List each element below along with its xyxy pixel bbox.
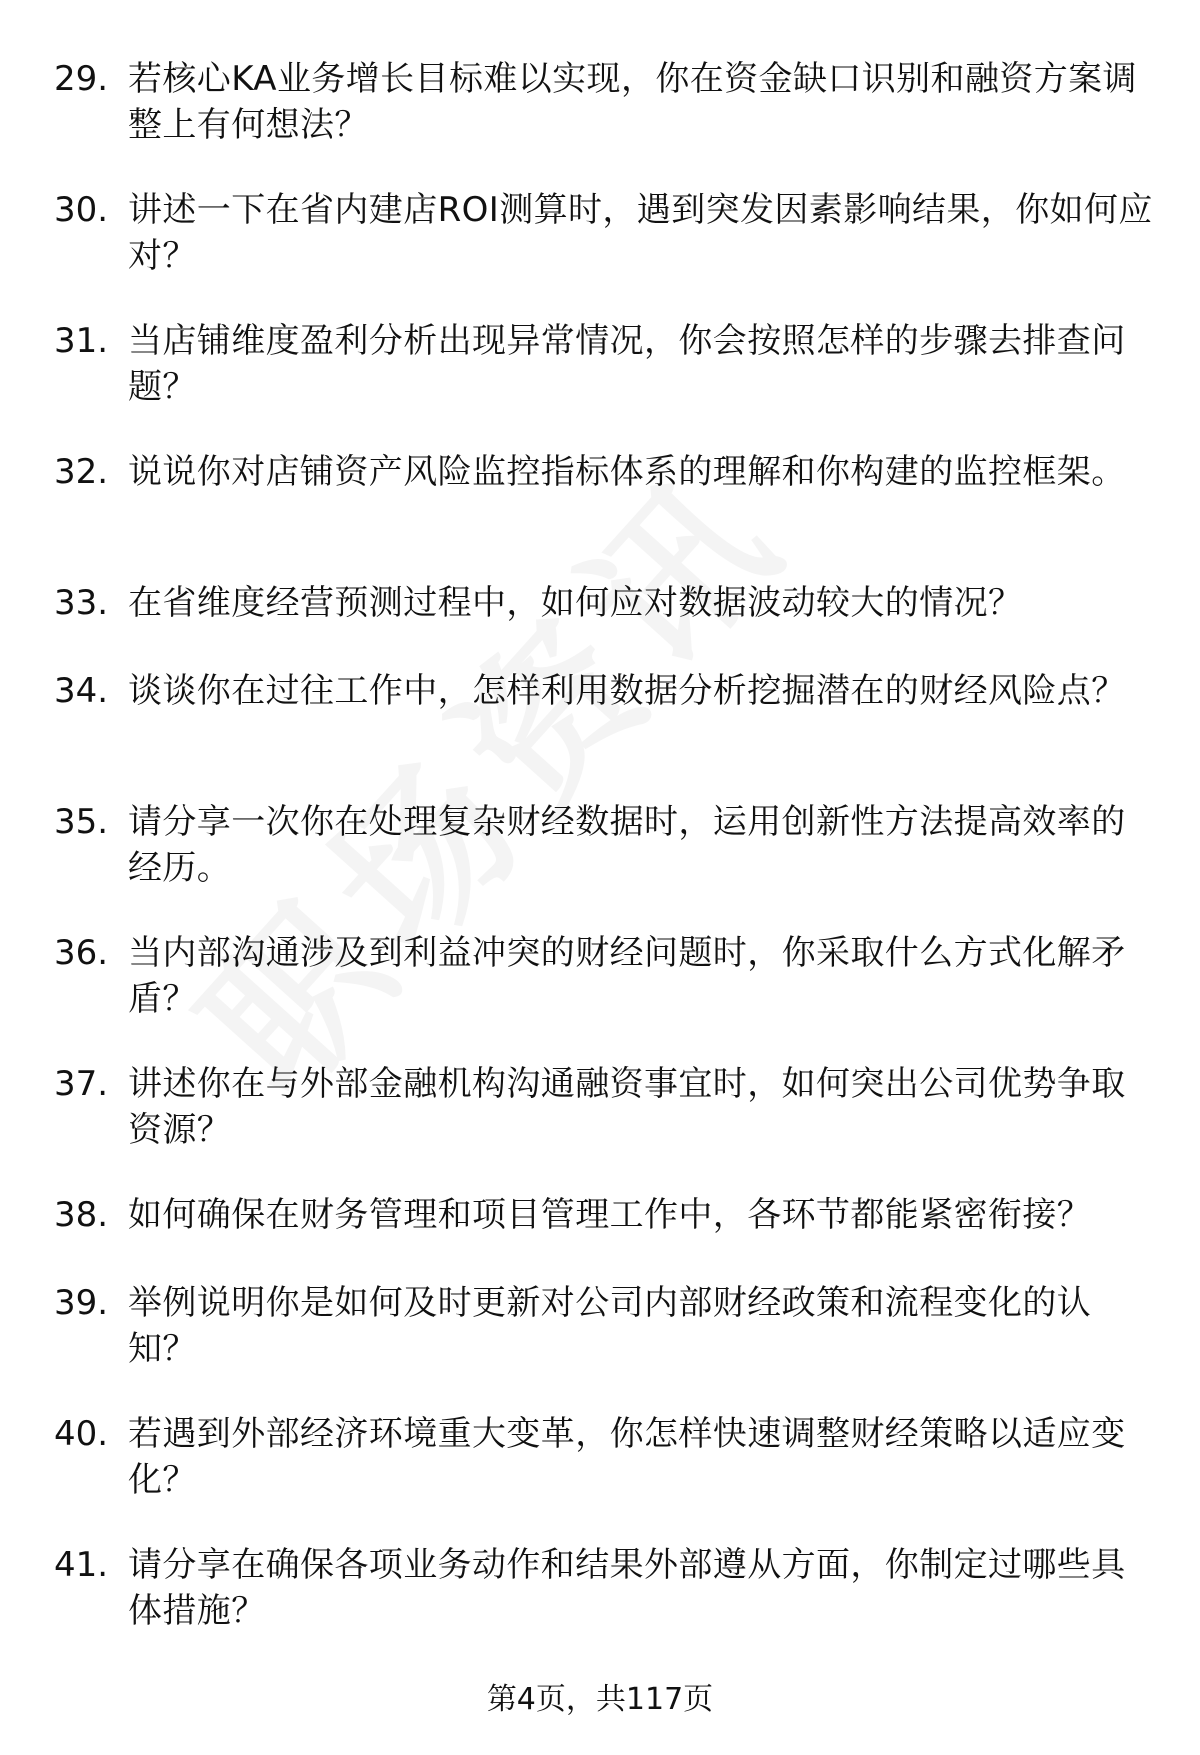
question-number: 34. xyxy=(54,671,109,711)
list-item xyxy=(0,930,1200,1061)
list-item xyxy=(0,1542,1200,1673)
question-number: 35. xyxy=(54,802,109,842)
list-item xyxy=(0,1192,1200,1280)
list-item xyxy=(0,1061,1200,1192)
question-text: 讲述你在与外部金融机构沟通融资事宜时，如何突出公司优势争取资源？ xyxy=(128,1064,1126,1150)
question-text: 讲述一下在省内建店ROI测算时，遇到突发因素影响结果，你如何应对？ xyxy=(128,190,1153,276)
question-number: 33. xyxy=(54,583,109,623)
question-text: 在省维度经营预测过程中，如何应对数据波动较大的情况？ xyxy=(128,583,1023,623)
list-item xyxy=(0,56,1200,187)
question-number: 38. xyxy=(54,1195,109,1235)
question-number: 32. xyxy=(54,452,109,492)
question-number: 41. xyxy=(54,1545,109,1585)
list-item xyxy=(0,668,1200,799)
question-number: 40. xyxy=(54,1414,109,1454)
question-text: 谈谈你在过往工作中，怎样利用数据分析挖掘潜在的财经风险点？ xyxy=(128,671,1126,711)
list-item xyxy=(0,799,1200,930)
list-item xyxy=(0,449,1200,580)
question-number: 37. xyxy=(54,1064,109,1104)
list-item xyxy=(0,580,1200,668)
question-text: 说说你对店铺资产风险监控指标体系的理解和你构建的监控框架。 xyxy=(128,452,1126,492)
question-text: 当店铺维度盈利分析出现异常情况，你会按照怎样的步骤去排查问题？ xyxy=(128,321,1126,407)
question-number: 39. xyxy=(54,1283,109,1323)
question-text: 如何确保在财务管理和项目管理工作中，各环节都能紧密衔接？ xyxy=(128,1195,1092,1235)
question-list xyxy=(0,56,1200,1673)
question-text: 当内部沟通涉及到利益冲突的财经问题时，你采取什么方式化解矛盾？ xyxy=(128,933,1126,1019)
question-number: 31. xyxy=(54,321,109,361)
page-number-footer: 第4页，共117页 xyxy=(486,1682,714,1717)
list-item xyxy=(0,318,1200,449)
list-item xyxy=(0,1280,1200,1411)
list-item xyxy=(0,187,1200,318)
question-number: 29. xyxy=(54,59,109,99)
question-number: 36. xyxy=(54,933,109,973)
question-text: 请分享一次你在处理复杂财经数据时，运用创新性方法提高效率的经历。 xyxy=(128,802,1126,888)
question-text: 若遇到外部经济环境重大变革，你怎样快速调整财经策略以适应变化？ xyxy=(128,1414,1126,1500)
question-text: 若核心KA业务增长目标难以实现，你在资金缺口识别和融资方案调整上有何想法？ xyxy=(128,59,1137,145)
question-text: 举例说明你是如何及时更新对公司内部财经政策和流程变化的认知？ xyxy=(128,1283,1092,1369)
list-item xyxy=(0,1411,1200,1542)
question-text: 请分享在确保各项业务动作和结果外部遵从方面，你制定过哪些具体措施？ xyxy=(128,1545,1126,1631)
question-number: 30. xyxy=(54,190,109,230)
